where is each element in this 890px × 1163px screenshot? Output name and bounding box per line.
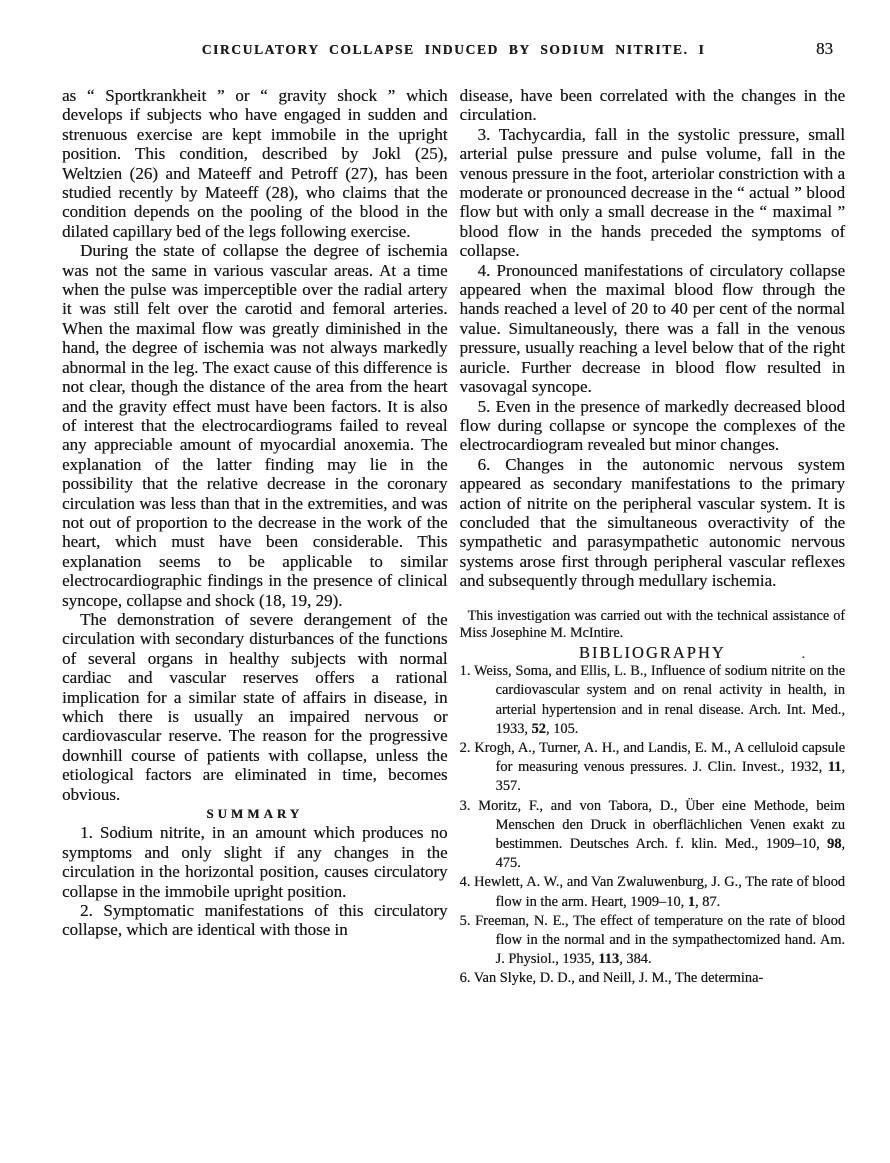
reference-volume: 1 bbox=[687, 893, 695, 910]
reference-volume: 52 bbox=[531, 720, 546, 737]
acknowledgment-note: This investigation was carried out with the technical assistance of Miss Josephine M. McIntire. bbox=[459, 607, 845, 642]
summary-item-1: 1. Sodium nitrite, in an amount which produces no symptoms and only slight if any changes in the circulation in the horizontal position, causes circulatory collapse in the immobile upright position. bbox=[62, 823, 448, 901]
reference-pages: , 105. bbox=[545, 720, 579, 737]
paragraph-ischemia: During the state of collapse the degree of ischemia was not the same in various vascular areas. At a time when the pulse was imperceptible over the radial artery it was still felt over the carotid and femoral arteries. When the maximal flow was greatly diminished in the hand, the degree of ischemia was not always markedly abnormal in the leg. The exact cause of this difference is not clear, though the distance of the area from the heart and the gravity effect must have been factors. It is also of interest that the electrocardiograms failed to reveal any appreciable amount of myocardial anoxemia. The explanation of the latter finding may lie in the possibility that the relative decrease in the coronary circulation was less than that in the extremities, and was not out of proportion to the decrease in the work of the heart, which must have been considerable. This explanation seems to be applicable to similar electrocardiographic findings in the presence of clinical syncope, collapse and shock (18, 19, 29). bbox=[62, 241, 448, 610]
running-title: CIRCULATORY COLLAPSE INDUCED BY SODIUM NITRITE. I bbox=[201, 42, 706, 57]
bibliography-heading-text: BIBLIOGRAPHY bbox=[578, 642, 726, 662]
paragraph-sportkrankheit: as “ Sportkrankheit ” or “ gravity shock ” which develops if subjects who have engaged in sudden and strenuous exercise are kept immobile in the upright position. This condition, described by Jokl (25), Weltzien (26) and Mateeff and Petroff (27), has been studied recently by Mateeff (28), who claims that the condition depends on the pooling of the blood in the dilated capillary bed of the legs following exercise. bbox=[62, 86, 448, 241]
summary-item-4: 4. Pronounced manifestations of circulatory collapse appeared when the maximal blood flow through the hands reached a level of 20 to 40 per cent of the normal value. Simultaneously, there was a fall in the venous pressure, usually reaching a level below that of the right auricle. Further decrease in blood flow resulted in vasovagal syncope. bbox=[459, 260, 845, 397]
right-column bbox=[460, 86, 846, 989]
reference-text: 4. Hewlett, A. W., and Van Zwaluwenburg, J. G., The rate of blood flow in the arm. Heart, 1909–10, bbox=[459, 874, 845, 910]
stray-ink-mark: . bbox=[801, 646, 807, 662]
summary-heading: SUMMARY bbox=[206, 806, 304, 822]
reference-text: 5. Freeman, N. E., The effect of temperature on the rate of blood flow in the normal and in the sympathectomized hand. Am. J. Physiol., 1935, bbox=[459, 912, 845, 968]
reference-pages: , 357. bbox=[495, 759, 845, 795]
reference-text: 6. Van Slyke, D. D., and Neill, J. M., The determina- bbox=[459, 970, 764, 987]
paragraph-demonstration: The demonstration of severe derangement of the circulation with secondary disturbances of the functions of several organs in healthy subjects with normal cardiac and vascular reserves offers a rational implication for a similar state of affairs in disease, in which there is usually an impaired nervous or cardiovascular reserve. The reason for the progressive downhill course of patients with collapse, unless the etiological factors are eliminated in time, becomes obvious. bbox=[62, 609, 448, 804]
reference-item-1 bbox=[460, 662, 846, 739]
reference-pages: , 475. bbox=[495, 835, 845, 872]
reference-volume: 113 bbox=[598, 951, 620, 968]
reference-text: 3. Moritz, F., and von Tabora, D., Über eine Methode, beim Menschen den Druck in oberflächlichen Venen exakt zu bestimmen. Deutsches Arch. f. klin. Med., 1909–10, bbox=[459, 797, 845, 852]
page-header bbox=[62, 39, 845, 62]
reference-text: 2. Krogh, A., Turner, A. H., and Landis, E. M., A celluloid capsule for measuring venous pressures. J. Clin. Invest., 1932, bbox=[459, 739, 845, 776]
bibliography-heading bbox=[460, 643, 846, 662]
reference-item-5 bbox=[460, 912, 846, 970]
reference-item-2 bbox=[460, 739, 846, 797]
reference-volume: 98 bbox=[827, 835, 842, 852]
reference-list bbox=[460, 662, 846, 988]
summary-item-2: 2. Symptomatic manifestations of this circulatory collapse, which are identical with those in bbox=[62, 901, 448, 940]
page-number: 83 bbox=[816, 39, 833, 58]
reference-pages: , 87. bbox=[694, 893, 721, 910]
summary-item-6: 6. Changes in the autonomic nervous system appeared as secondary manifestations to the primary action of nitrite on the peripheral vascular system. It is concluded that the simultaneous overactivity of the sympathetic and parasympathetic autonomic nervous systems arose first through peripheral vascular reflexes and subsequently through medullary ischemia. bbox=[459, 454, 845, 591]
reference-pages: , 384. bbox=[619, 951, 652, 968]
reference-text: 1. Weiss, Soma, and Ellis, L. B., Influence of sodium nitrite on the cardiovascular system and on renal activity in health, in arterial hypertension and in renal disease. Arch. Int. Med., 1933, bbox=[459, 663, 845, 737]
summary-item-5: 5. Even in the presence of markedly decreased blood flow during collapse or syncope the complexes of the electrocardiogram revealed but minor changes. bbox=[459, 396, 845, 455]
reference-item-6 bbox=[460, 969, 846, 988]
text-columns bbox=[62, 86, 845, 989]
summary-item-3: 3. Tachycardia, fall in the systolic pressure, small arterial pulse pressure and pulse volume, fall in the venous pressure in the foot, arteriolar constriction with a moderate or pronounced decrease in the “ actual ” blood flow but with only a small decrease in the “ maximal ” blood flow in the hands preceded the symptoms of collapse. bbox=[459, 124, 845, 261]
left-column bbox=[62, 86, 448, 989]
reference-item-4 bbox=[460, 873, 846, 911]
reference-item-3 bbox=[460, 797, 846, 874]
paragraph-continuation: disease, have been correlated with the changes in the circulation. bbox=[459, 86, 845, 125]
reference-volume: 11 bbox=[827, 759, 842, 776]
